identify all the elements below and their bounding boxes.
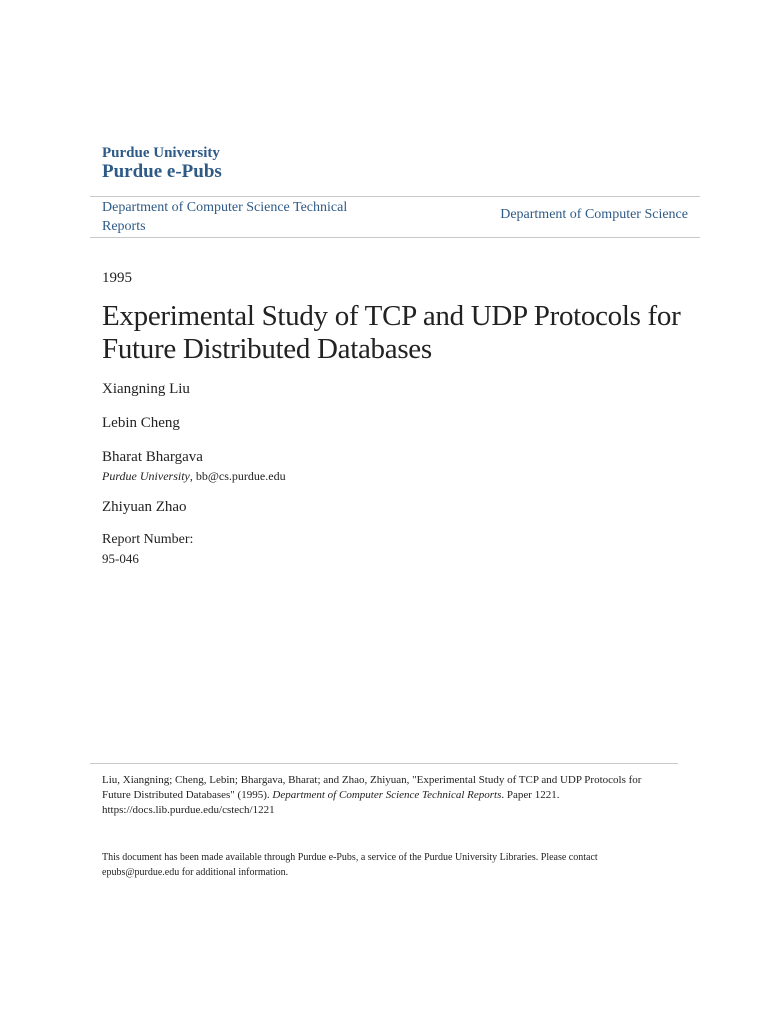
department-link[interactable]: Department of Computer Science	[500, 207, 688, 222]
author-name: Lebin Cheng	[102, 415, 180, 431]
affiliation-name: Purdue University	[102, 469, 190, 483]
publication-year: 1995	[102, 270, 132, 286]
author-name: Bharat Bhargava	[102, 449, 203, 465]
citation-text	[102, 773, 662, 818]
availability-notice: This document has been made available through Purdue e-Pubs, a service of the Purdue University Libraries. Please contact epubs@purdue.edu for additional information.	[102, 852, 598, 878]
paper-title: Experimental Study of TCP and UDP Protocols for Future Distributed Databases	[102, 300, 681, 365]
report-number-label: Report Number:	[102, 532, 194, 547]
citation-authors-title: Liu, Xiangning; Cheng, Lebin; Bhargava, Bharat; and Zhao, Zhiyuan, "Experimental Study of TCP and UDP Protocols for Future Distributed Databases" (1995).	[102, 774, 642, 801]
author-email: , bb@cs.purdue.edu	[189, 469, 286, 483]
citation-url[interactable]: https://docs.lib.purdue.edu/cstech/1221	[102, 804, 275, 816]
series-link[interactable]: Department of Computer Science Technical Reports	[102, 200, 348, 234]
header-divider-bottom	[90, 237, 700, 238]
author-affiliation	[102, 469, 286, 484]
citation-paper-number: . Paper 1221.	[501, 789, 560, 801]
citation-series: Department of Computer Science Technical Reports	[272, 789, 502, 801]
repository-link[interactable]: Purdue e-Pubs	[102, 161, 222, 182]
author-name: Zhiyuan Zhao	[102, 499, 187, 515]
report-number-value: 95-046	[102, 551, 139, 566]
citation-divider	[90, 763, 678, 764]
university-link[interactable]: Purdue University	[102, 145, 220, 161]
author-name: Xiangning Liu	[102, 381, 190, 397]
header-divider-top	[90, 196, 700, 197]
